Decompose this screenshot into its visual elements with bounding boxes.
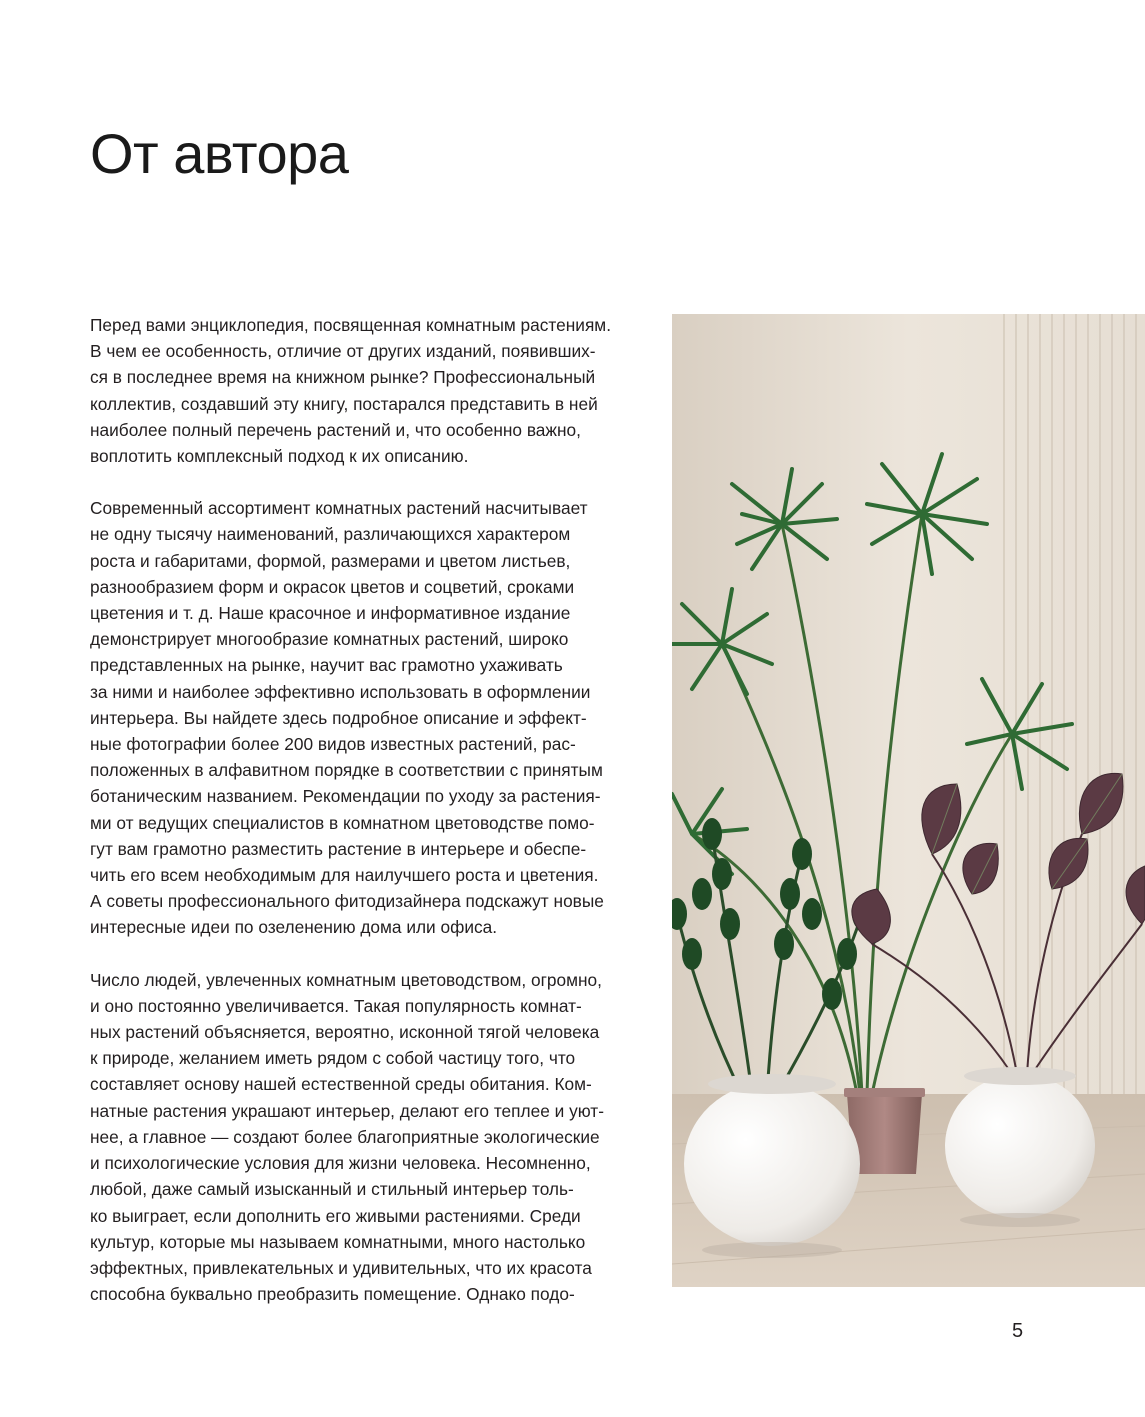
text-line: нее, а главное — создают более благоприятные экологические — [90, 1126, 600, 1147]
text-line: интерьера. Вы найдете здесь подробное описание и эффект- — [90, 707, 587, 728]
text-line: не одну тысячу наименований, различающихся характером — [90, 524, 571, 545]
text-line: составляет основу нашей естественной среды обитания. Ком- — [90, 1074, 592, 1095]
houseplants-photo — [672, 314, 1145, 1287]
white-pot-right-rim — [964, 1067, 1076, 1085]
text-line: и оно постоянно увеличивается. Такая популярность комнат- — [90, 995, 582, 1016]
text-line: В чем ее особенность, отличие от других изданий, появивших- — [90, 341, 596, 362]
text-line: коллектив, создавший эту книгу, постарался представить в ней — [90, 393, 598, 414]
text-line: ботаническим названием. Рекомендации по уходу за растения- — [90, 786, 601, 807]
text-line: ми от ведущих специалистов в комнатном цветоводстве помо- — [90, 812, 595, 833]
text-line: к природе, желанием иметь рядом с собой частицу того, что — [90, 1048, 576, 1069]
text-line: ся в последнее время на книжном рынке? Профессиональный — [90, 367, 596, 388]
text-line: демонстрирует многообразие комнатных растений, широко — [90, 629, 569, 650]
text-line: культур, которые мы называем комнатными, много настолько — [90, 1231, 586, 1252]
paragraph-3 — [90, 967, 650, 1308]
white-pot-right — [945, 1074, 1095, 1218]
text-line: ных растений объясняется, вероятно, исконной тягой человека — [90, 1022, 600, 1043]
text-line: воплотить комплексный подход к их описанию. — [90, 446, 469, 467]
text-line: представленных на рынке, научит вас грамотно ухаживать — [90, 655, 563, 676]
houseplants-illustration — [672, 314, 1145, 1287]
text-line: разнообразием форм и окрасок цветов и соцветий, сроками — [90, 576, 575, 597]
white-pot-left-shadow — [702, 1242, 842, 1258]
paragraph-2 — [90, 495, 650, 940]
text-line: способна буквально преобразить помещение. Однако подо- — [90, 1284, 575, 1305]
text-line: положенных в алфавитном порядке в соответствии с принятым — [90, 760, 603, 781]
wall — [672, 314, 1145, 1094]
text-line: А советы профессионального фитодизайнера подскажут новые — [90, 891, 604, 912]
text-line: Число людей, увлеченных комнатным цветоводством, огромно, — [90, 969, 602, 990]
text-line: любой, даже самый изысканный и стильный интерьер толь- — [90, 1179, 574, 1200]
white-pot-left-rim — [708, 1074, 836, 1094]
text-line: Современный ассортимент комнатных растений насчитывает — [90, 498, 588, 519]
text-line: эффектных, привлекательных и удивительных, что их красота — [90, 1257, 592, 1278]
text-line: цветения и т. д. Наше красочное и информативное издание — [90, 603, 571, 624]
white-pot-left — [684, 1082, 860, 1246]
text-line: ко выиграет, если дополнить его живыми растениями. Среди — [90, 1205, 581, 1226]
white-pot-right-shadow — [960, 1213, 1080, 1227]
page-title: От автора — [90, 122, 349, 185]
text-line: за ними и наиболее эффективно использовать в оформлении — [90, 681, 591, 702]
small-pot-rim — [844, 1088, 925, 1097]
body-text — [90, 312, 650, 1333]
text-line: интересные идеи по озеленению дома или офиса. — [90, 917, 498, 938]
text-line: ные фотографии более 200 видов известных растений, рас- — [90, 734, 576, 755]
page-number: 5 — [1012, 1320, 1024, 1342]
text-line: гут вам грамотно разместить растение в интерьере и обеспе- — [90, 838, 587, 859]
text-line: натные растения украшают интерьер, делают его теплее и уют- — [90, 1100, 604, 1121]
text-line: чить его всем необходимым для наилучшего роста и цветения. — [90, 865, 599, 886]
text-line: наиболее полный перечень растений и, что особенно важно, — [90, 419, 581, 440]
text-line: и психологические условия для жизни человека. Несомненно, — [90, 1153, 591, 1174]
text-line: роста и габаритами, формой, размерами и цветом листьев, — [90, 550, 571, 571]
text-line: Перед вами энциклопедия, посвященная комнатным растениям. — [90, 315, 611, 335]
paragraph-1 — [90, 312, 650, 469]
